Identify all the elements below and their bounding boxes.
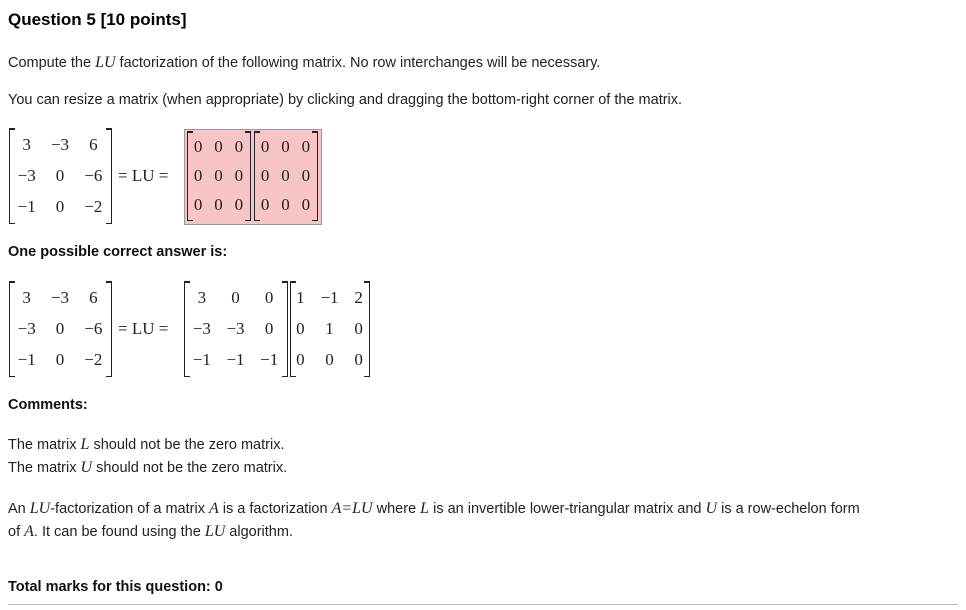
- matrix-cell: 0: [55, 349, 65, 369]
- matrix-l-input[interactable]: [187, 132, 251, 220]
- u-input-cell[interactable]: 0: [281, 136, 290, 156]
- u-input-cell[interactable]: 0: [301, 165, 311, 185]
- matrix-cell: −1: [226, 349, 245, 369]
- matrix-cell: −2: [84, 349, 103, 369]
- matrix-cell: −3: [50, 134, 70, 154]
- u-input-cell[interactable]: 0: [260, 194, 270, 214]
- matrix-a-table: [10, 129, 110, 222]
- equation-equals-lu: = LU =: [118, 166, 169, 185]
- matrix-cell: 1: [325, 318, 334, 338]
- matrix-cell: 0: [325, 349, 334, 369]
- matrix-cell: −6: [84, 318, 103, 338]
- matrix-cell: 0: [55, 196, 65, 216]
- matrix-cell: 6: [89, 134, 98, 154]
- definition-line-2: of A. It can be found using the LU algorithm.: [8, 523, 293, 540]
- resize-hint: You can resize a matrix (when appropriate) by clicking and dragging the bottom-right corner of the matrix.: [8, 92, 683, 108]
- u-input-cell[interactable]: 0: [260, 165, 270, 185]
- question-prompt: Compute the LU factorization of the following matrix. No row interchanges will be necessary.: [8, 54, 601, 71]
- matrix-cell: −1: [17, 349, 36, 369]
- u-input-cell[interactable]: 0: [281, 194, 290, 214]
- l-input-cell[interactable]: 0: [193, 194, 203, 214]
- answer-matrix-l: [184, 282, 288, 376]
- matrix-cell: −3: [50, 287, 70, 307]
- matrix-cell: −6: [84, 165, 103, 185]
- answer-matrix-a: [9, 282, 112, 376]
- matrix-cell: 0: [296, 349, 305, 369]
- question-title: Question 5 [10 points]: [8, 10, 187, 29]
- comment-line-l: The matrix L should not be the zero matrix.: [8, 436, 285, 453]
- l-input-cell[interactable]: 0: [193, 165, 203, 185]
- matrix-u-input[interactable]: [254, 132, 318, 220]
- matrix-cell: 0: [354, 318, 363, 338]
- matrix-cell: 0: [296, 318, 305, 338]
- l-input-cell[interactable]: 0: [234, 194, 244, 214]
- u-input-cell[interactable]: 0: [281, 165, 290, 185]
- matrix-cell: −1: [17, 196, 36, 216]
- l-input-cell[interactable]: 0: [193, 136, 203, 156]
- matrix-cell: 0: [264, 318, 274, 338]
- matrix-cell: 3: [22, 134, 31, 154]
- matrix-cell: 6: [89, 287, 98, 307]
- matrix-cell: 0: [264, 287, 274, 307]
- l-input-cell[interactable]: 0: [234, 136, 244, 156]
- l-input-cell[interactable]: 0: [214, 194, 223, 214]
- matrix-cell: −3: [17, 318, 36, 338]
- definition-line-1: An LU-factorization of a matrix A is a factorization A=LU where L is an invertible lower-triangular matrix and U is a row-echelon form: [8, 500, 860, 517]
- divider: [8, 604, 958, 605]
- matrix-cell: 0: [55, 318, 65, 338]
- answer-heading: One possible correct answer is:: [8, 244, 228, 260]
- matrix-cell: 0: [55, 165, 65, 185]
- matrix-cell: 0: [354, 349, 363, 369]
- matrix-cell: −3: [226, 318, 245, 338]
- matrix-cell: 1: [296, 287, 305, 307]
- l-input-cell[interactable]: 0: [234, 165, 244, 185]
- l-input-cell[interactable]: 0: [214, 136, 223, 156]
- matrix-cell: −3: [192, 318, 211, 338]
- matrix-cell: 3: [22, 287, 31, 307]
- matrix-cell: −2: [84, 196, 103, 216]
- u-input-cell[interactable]: 0: [301, 136, 311, 156]
- matrix-cell: −1: [320, 287, 339, 307]
- matrix-cell: −3: [17, 165, 36, 185]
- matrix-cell: 2: [354, 287, 363, 307]
- matrix-cell: −1: [260, 349, 279, 369]
- answer-equals-lu: = LU =: [118, 319, 169, 338]
- matrix-cell: −1: [192, 349, 211, 369]
- u-input-cell[interactable]: 0: [301, 194, 311, 214]
- comments-heading: Comments:: [8, 397, 88, 413]
- total-marks: Total marks for this question: 0: [8, 579, 223, 595]
- matrix-cell: 3: [197, 287, 207, 307]
- l-input-cell[interactable]: 0: [214, 165, 223, 185]
- matrix-a: [9, 129, 112, 223]
- comment-line-u: The matrix U should not be the zero matrix.: [8, 459, 288, 476]
- matrix-cell: 0: [231, 287, 240, 307]
- u-input-cell[interactable]: 0: [260, 136, 270, 156]
- answer-matrix-u: [290, 282, 370, 376]
